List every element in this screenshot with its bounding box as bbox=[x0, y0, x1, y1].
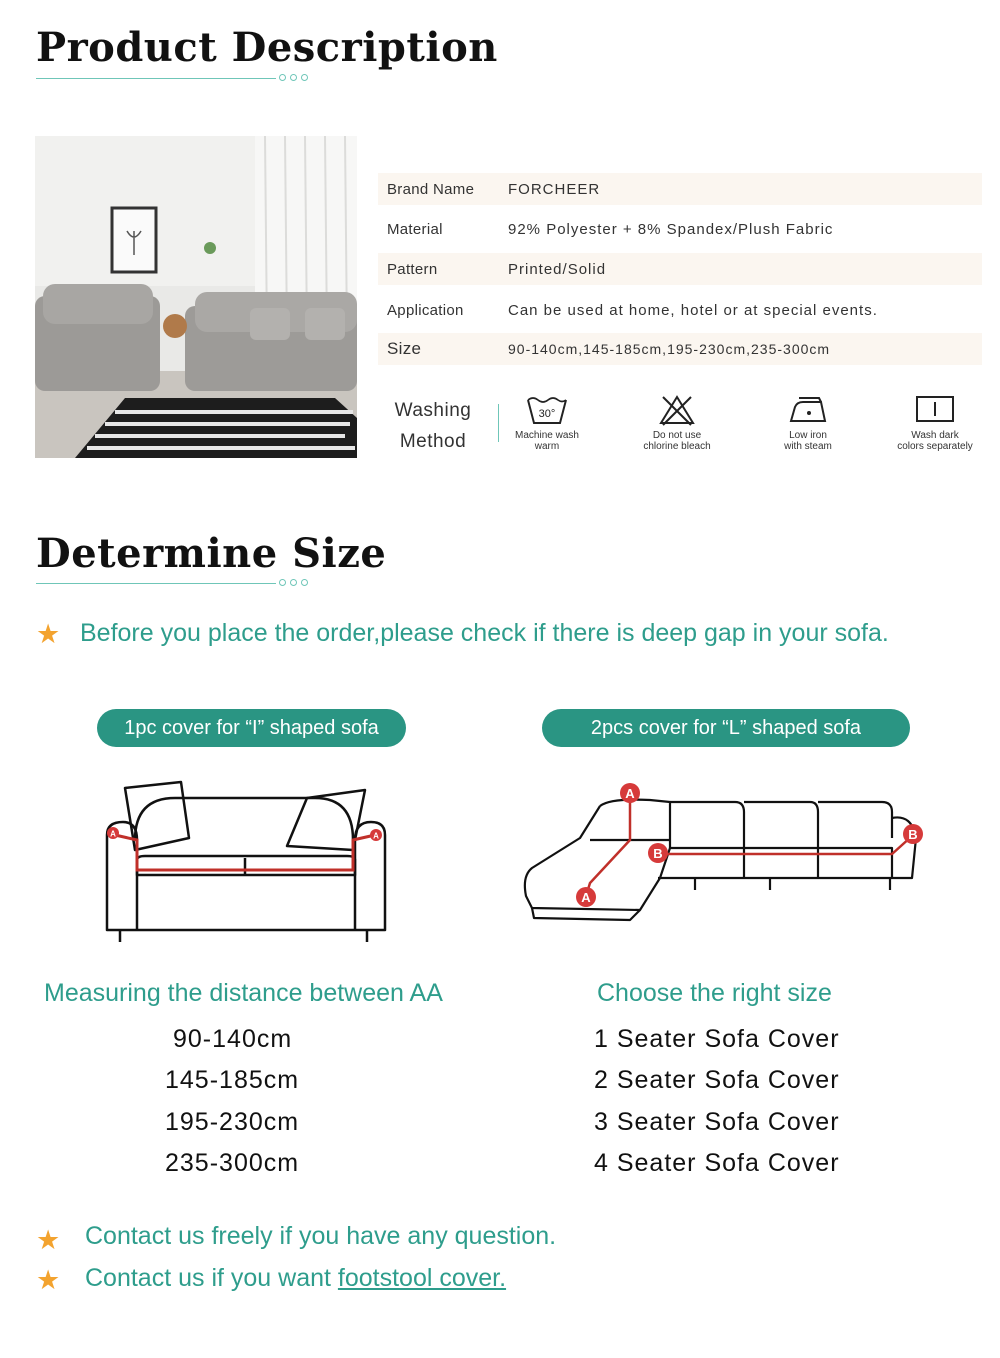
size-range: 145-185cm bbox=[165, 1066, 300, 1094]
dot bbox=[279, 74, 286, 81]
wash-item-machine bbox=[492, 394, 602, 452]
spec-label: Pattern bbox=[387, 260, 438, 278]
no-bleach-icon bbox=[657, 394, 697, 426]
star-icon: ★ bbox=[36, 1225, 61, 1255]
spec-label: Application bbox=[387, 301, 464, 319]
i-sofa-icon bbox=[95, 780, 395, 950]
marker-a-bottom: A bbox=[581, 890, 591, 905]
i-shaped-sofa-diagram bbox=[95, 780, 395, 950]
title-dots bbox=[279, 74, 308, 81]
star-icon: ★ bbox=[36, 619, 61, 649]
wash-item-dark-separately bbox=[880, 394, 990, 452]
spec-row-size bbox=[378, 333, 982, 365]
spec-value: FORCHEER bbox=[508, 180, 601, 198]
deep-gap-note: Before you place the order,please check if there is deep gap in your sofa. bbox=[80, 619, 889, 647]
wash-item-no-bleach bbox=[622, 394, 732, 452]
determine-size-title: Determine Size bbox=[36, 530, 387, 577]
washing-label-line1: Washing bbox=[394, 400, 472, 421]
iron-icon bbox=[787, 394, 829, 426]
size-range: 90-140cm bbox=[173, 1025, 293, 1053]
spec-row-brand bbox=[378, 173, 982, 205]
wash-caption-line2: colors separately bbox=[897, 441, 973, 452]
star-icon: ★ bbox=[36, 1265, 61, 1295]
cover-option: 2 Seater Sofa Cover bbox=[594, 1066, 840, 1094]
footstool-note-prefix: Contact us if you want bbox=[85, 1264, 338, 1292]
l-sofa-icon bbox=[520, 778, 930, 928]
size-range: 195-230cm bbox=[165, 1108, 300, 1136]
washing-method-label bbox=[383, 395, 483, 457]
cover-option: 4 Seater Sofa Cover bbox=[594, 1149, 840, 1177]
spec-label: Material bbox=[387, 220, 443, 238]
marker-a-right: A bbox=[373, 831, 379, 841]
wash-caption-line1: Wash dark bbox=[911, 430, 959, 441]
wash-item-iron bbox=[753, 394, 863, 452]
product-photo bbox=[35, 136, 357, 458]
cover-option: 3 Seater Sofa Cover bbox=[594, 1108, 840, 1136]
dot bbox=[290, 579, 297, 586]
marker-b-right: B bbox=[908, 827, 918, 842]
spec-value: 90-140cm,145-185cm,195-230cm,235-300cm bbox=[508, 341, 831, 357]
dot bbox=[290, 74, 297, 81]
title-underline bbox=[36, 583, 276, 584]
dot bbox=[301, 74, 308, 81]
footstool-cover-link[interactable]: footstool cover. bbox=[337, 1264, 507, 1292]
wash-caption-line1: Machine wash bbox=[515, 430, 579, 441]
wash-caption-line2: chlorine bleach bbox=[643, 441, 711, 452]
marker-a-left: A bbox=[110, 829, 116, 839]
wash-caption-line2: warm bbox=[534, 441, 560, 452]
title-underline bbox=[36, 78, 276, 79]
spec-row-material bbox=[378, 213, 982, 245]
marker-a-top: A bbox=[625, 786, 635, 801]
living-room-illustration bbox=[35, 136, 357, 458]
spec-label: Brand Name bbox=[387, 180, 475, 198]
l-shaped-pill: 2pcs cover for “L” shaped sofa bbox=[542, 709, 910, 747]
choose-size-heading: Choose the right size bbox=[597, 979, 832, 1007]
contact-note: Contact us freely if you have any question. bbox=[85, 1222, 557, 1250]
product-description-title: Product Description bbox=[36, 24, 498, 71]
size-range: 235-300cm bbox=[165, 1149, 300, 1177]
wash-caption-line1: Do not use bbox=[652, 430, 702, 441]
marker-b-left: B bbox=[653, 846, 663, 861]
measuring-heading: Measuring the distance between AA bbox=[44, 979, 443, 1007]
dot bbox=[279, 579, 286, 586]
spec-value: 92% Polyester + 8% Spandex/Plush Fabric bbox=[508, 220, 834, 238]
washing-label-line2: Method bbox=[399, 431, 467, 452]
spec-value: Printed/Solid bbox=[508, 260, 607, 278]
i-shaped-pill: 1pc cover for “I” shaped sofa bbox=[97, 709, 406, 747]
machine-wash-icon bbox=[525, 394, 569, 426]
wash-dark-icon bbox=[914, 394, 956, 426]
spec-value: Can be used at home, hotel or at special events. bbox=[508, 301, 878, 319]
title-dots bbox=[279, 579, 308, 586]
wash-caption-line2: with steam bbox=[784, 441, 832, 452]
l-shaped-sofa-diagram bbox=[520, 778, 930, 928]
spec-row-pattern bbox=[378, 253, 982, 285]
footstool-note bbox=[85, 1264, 506, 1293]
cover-option: 1 Seater Sofa Cover bbox=[594, 1025, 840, 1053]
spec-row-application bbox=[378, 294, 982, 326]
spec-label: Size bbox=[387, 339, 422, 358]
dot bbox=[301, 579, 308, 586]
wash-caption-line1: Low iron bbox=[789, 430, 827, 441]
wash-temp: 30° bbox=[538, 408, 556, 420]
